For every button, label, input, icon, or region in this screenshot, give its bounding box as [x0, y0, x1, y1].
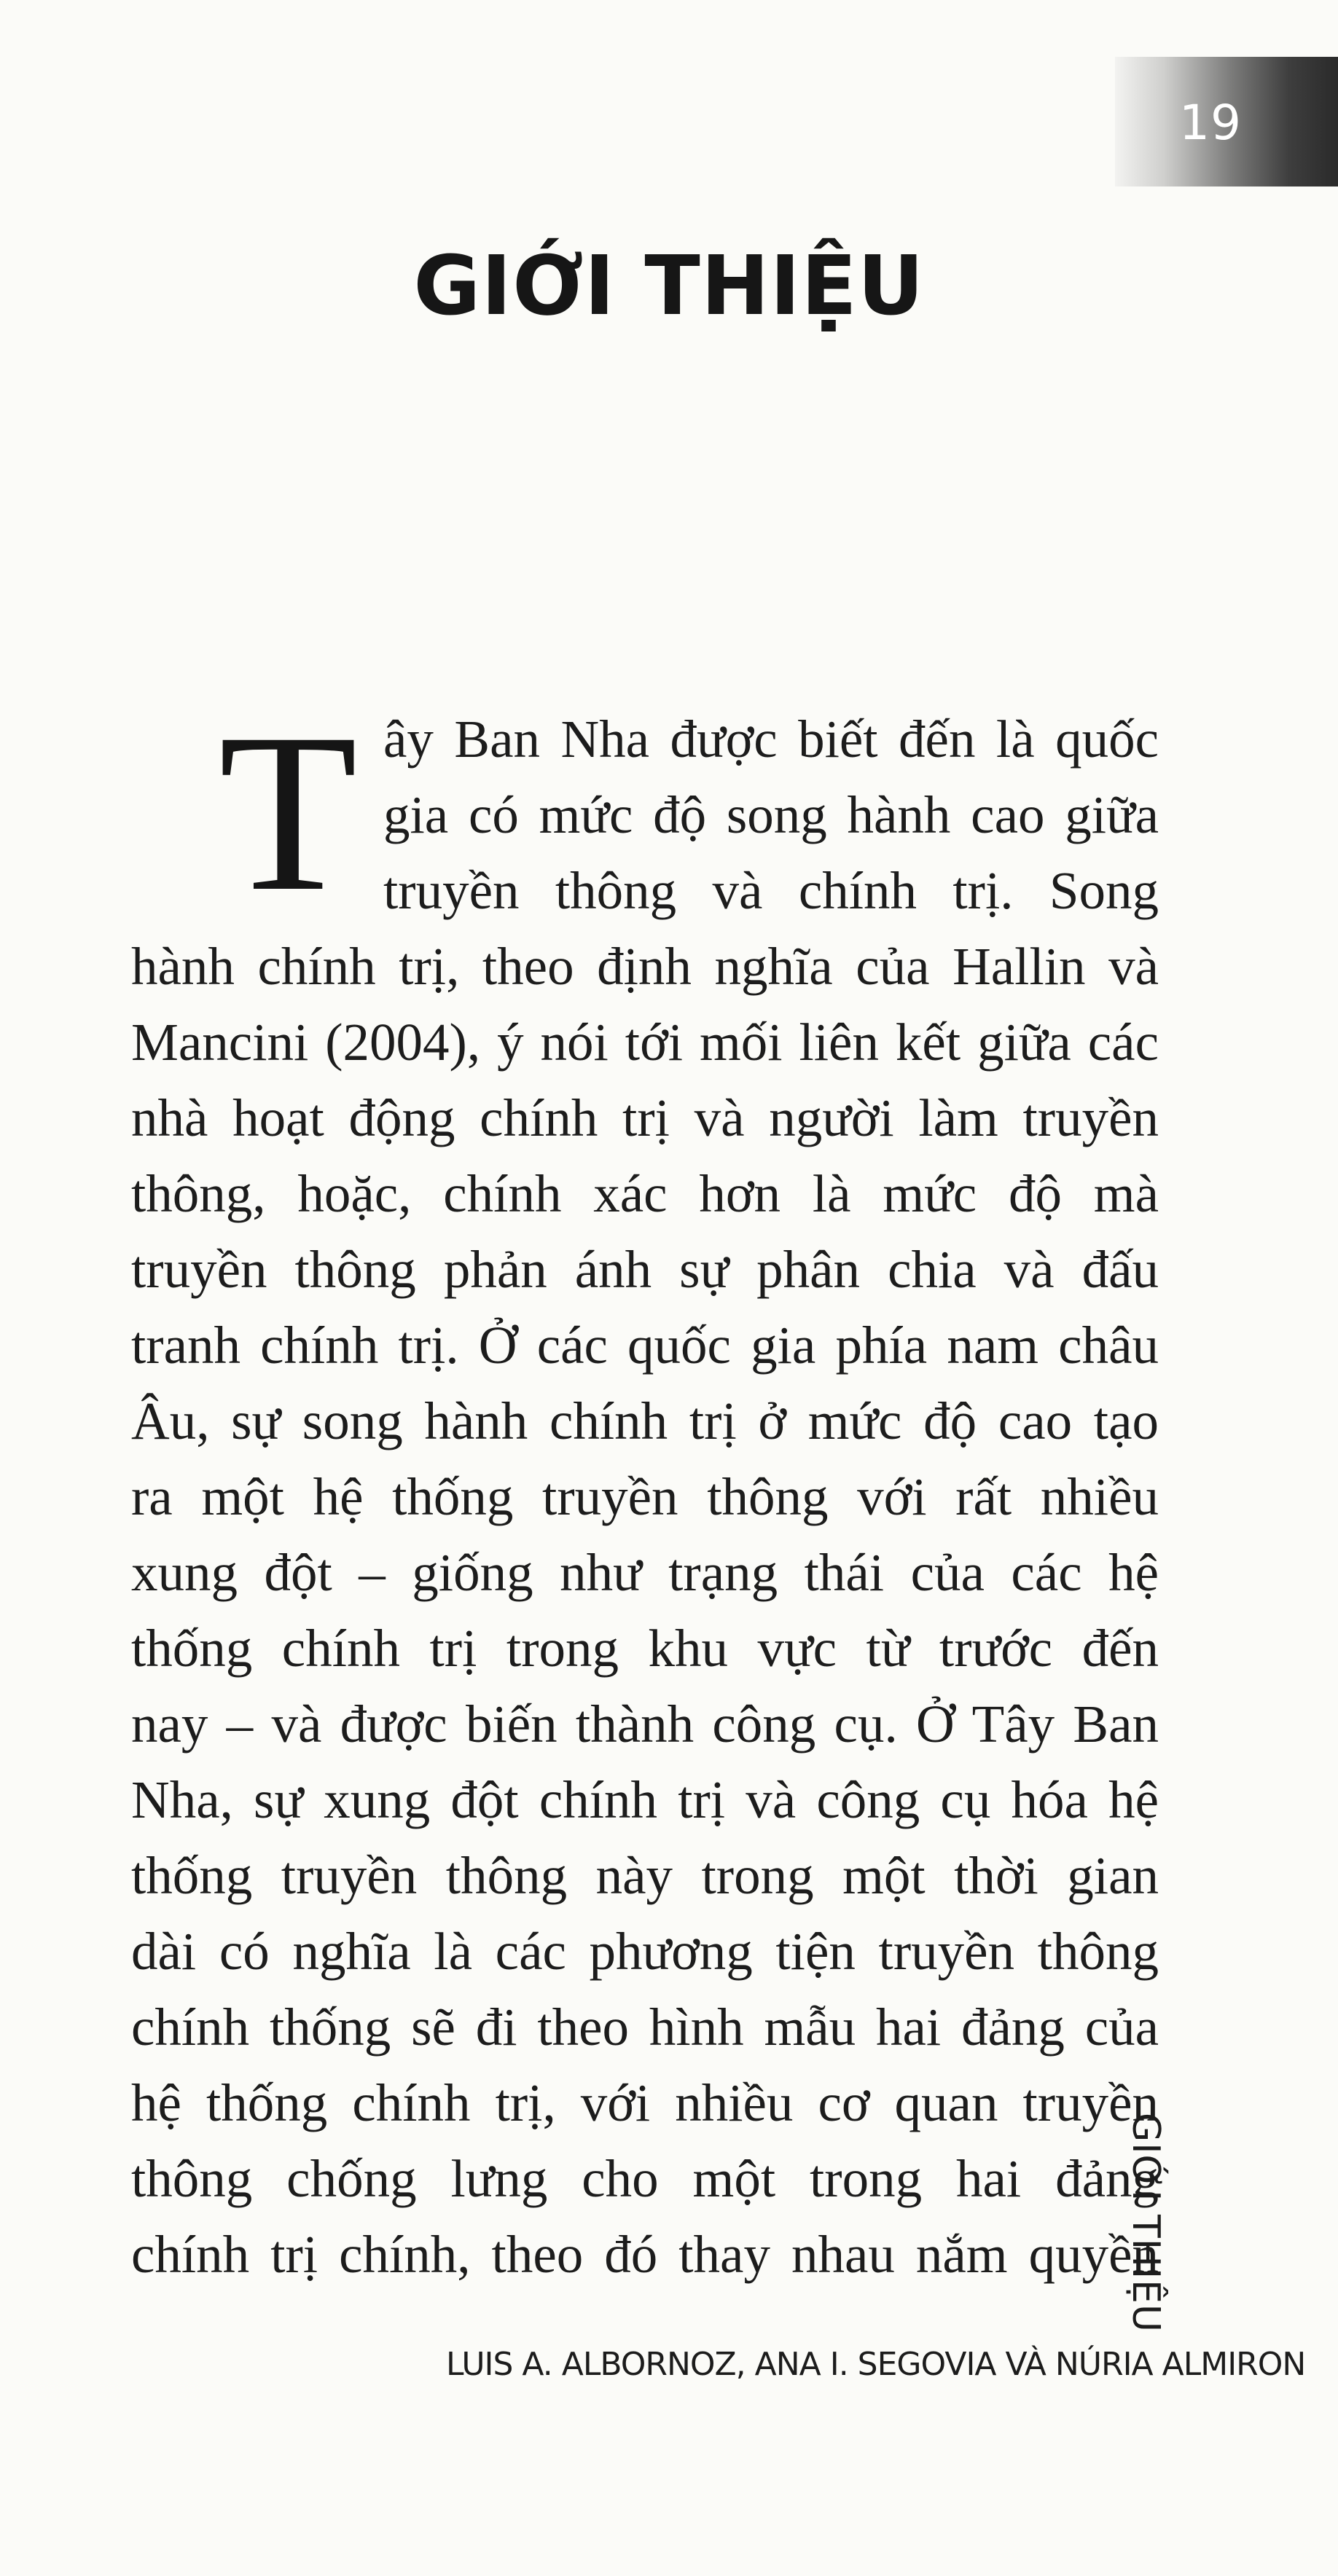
chapter-title: GIỚI THIỆU [413, 239, 925, 334]
text-line: chính thống sẽ đi theo hình mẫu hai đảng của [131, 1998, 1159, 2057]
text-line: Nha, sự xung đột chính trị và công cụ hóa hệ [131, 1770, 1159, 1829]
text-line: xung đột – giống như trạng thái của các hệ [131, 1543, 1159, 1602]
text-line: thống truyền thông này trong một thời gian [131, 1846, 1159, 1905]
text-line: truyền thông phản ánh sự phân chia và đấu [131, 1240, 1159, 1299]
text-line: nhà hoạt động chính trị và người làm truyền [131, 1088, 1159, 1147]
text-line: truyền thông và chính trị. Song [383, 861, 1159, 920]
text-line: Âu, sự song hành chính trị ở mức độ cao tạo [131, 1391, 1159, 1450]
running-side-title: GIỚI THIỆU [1124, 2113, 1167, 2333]
text-line: chính trị chính, theo đó thay nhau nắm quyền [131, 2225, 1159, 2284]
text-line: thống chính trị trong khu vực từ trước đến [131, 1619, 1159, 1678]
text-line: ây Ban Nha được biết đến là quốc [383, 710, 1159, 769]
running-footer-authors: LUIS A. ALBORNOZ, ANA I. SEGOVIA VÀ NÚRIA ALMIRON [446, 2346, 1306, 2383]
page-number: 19 [1179, 95, 1242, 151]
text-line: Mancini (2004), ý nói tới mối liên kết giữa các [131, 1013, 1159, 1072]
text-line: thông, hoặc, chính xác hơn là mức độ mà [131, 1164, 1159, 1223]
text-line: tranh chính trị. Ở các quốc gia phía nam châu [131, 1316, 1159, 1375]
text-line: ra một hệ thống truyền thông với rất nhiều [131, 1467, 1159, 1526]
body-text [131, 702, 1159, 2293]
text-line: nay – và được biến thành công cụ. Ở Tây Ban [131, 1695, 1159, 1754]
text-line: dài có nghĩa là các phương tiện truyền thông [131, 1922, 1159, 1981]
text-line: hệ thống chính trị, với nhiều cơ quan truyền [131, 2073, 1159, 2132]
text-line: hành chính trị, theo định nghĩa của Hallin và [131, 937, 1159, 996]
drop-cap: T [219, 687, 358, 938]
text-line: thông chống lưng cho một trong hai đảng [131, 2149, 1159, 2208]
text-line: gia có mức độ song hành cao giữa [383, 785, 1159, 844]
